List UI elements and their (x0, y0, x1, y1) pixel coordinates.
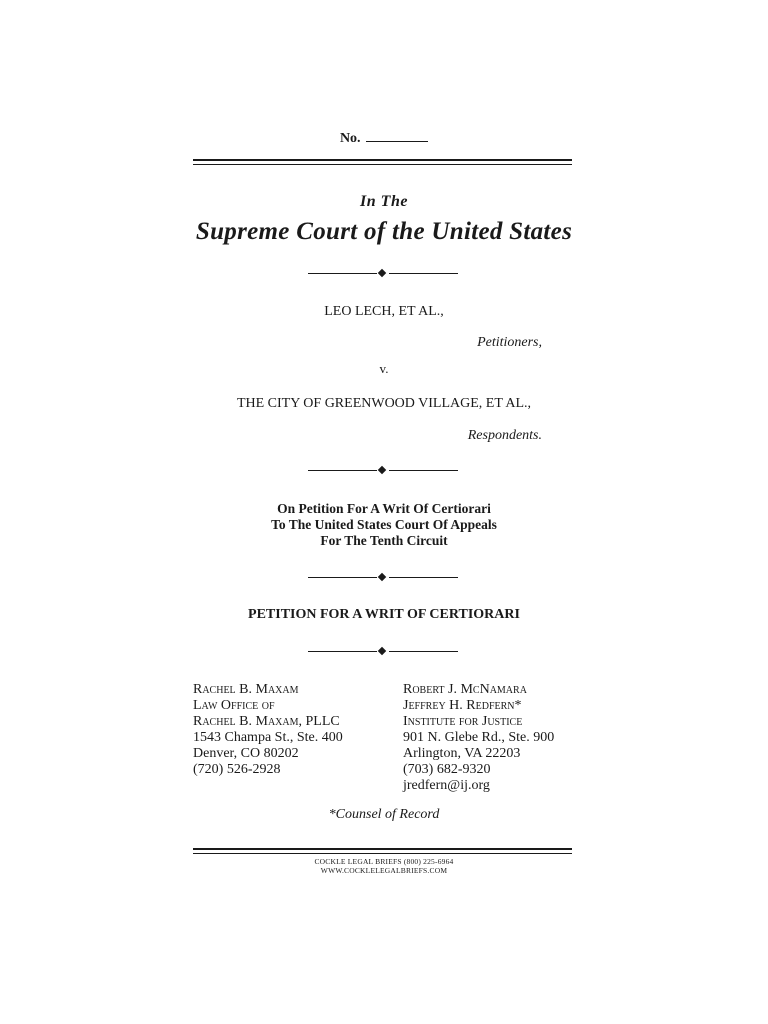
docket-blank-line (366, 129, 428, 142)
bottom-double-rule (193, 848, 572, 854)
respondent-name: THE CITY OF GREENWOOD VILLAGE, ET AL., (236, 396, 532, 411)
versus-label: v. (379, 361, 389, 376)
diamond-icon (378, 573, 386, 581)
counsel-of-record-note: *Counsel of Record (328, 807, 440, 822)
printer-footer-line-1: COCKLE LEGAL BRIEFS (800) 225-6964 (314, 857, 454, 866)
counsel-right-email: jredfern@ij.org (403, 778, 490, 793)
diamond-icon (378, 269, 386, 277)
petition-on-block (0, 501, 768, 549)
in-the-heading: In The (360, 193, 408, 210)
counsel-right-city: Arlington, VA 22203 (403, 746, 521, 761)
document-title: PETITION FOR A WRIT OF CERTIORARI (248, 607, 520, 622)
counsel-left-firm: Law Office of (193, 698, 275, 713)
ornamental-divider (308, 647, 458, 657)
docket-number (0, 129, 768, 147)
counsel-left-phone: (720) 526-2928 (193, 762, 281, 777)
counsel-left-column (193, 682, 393, 778)
counsel-left-street: 1543 Champa St., Ste. 400 (193, 730, 343, 745)
counsel-right-org: Institute for Justice (403, 714, 523, 729)
ornamental-divider (308, 466, 458, 476)
diamond-icon (378, 647, 386, 655)
court-name: Supreme Court of the United States (195, 218, 573, 245)
docket-label: No. (339, 131, 361, 146)
counsel-left-firm-name: Rachel B. Maxam, PLLC (193, 714, 340, 729)
counsel-right-name-1: Robert J. McNamara (403, 682, 527, 697)
printer-footer (0, 857, 768, 875)
counsel-right-phone: (703) 682-9320 (403, 762, 491, 777)
diamond-icon (378, 466, 386, 474)
petitioner-role: Petitioners, (477, 335, 542, 350)
counsel-left-city: Denver, CO 80202 (193, 746, 299, 761)
counsel-right-name-2: Jeffrey H. Redfern* (403, 698, 522, 713)
ornamental-divider (308, 573, 458, 583)
respondent-role: Respondents. (467, 428, 542, 443)
petition-on-line-1: On Petition For A Writ Of Certiorari (277, 501, 491, 516)
top-double-rule (193, 159, 572, 165)
petitioner-name: LEO LECH, ET AL., (324, 304, 444, 319)
counsel-right-street: 901 N. Glebe Rd., Ste. 900 (403, 730, 555, 745)
counsel-left-name: Rachel B. Maxam (193, 682, 299, 697)
printer-footer-line-2: WWW.COCKLELEGALBRIEFS.COM (320, 866, 448, 875)
petition-on-line-3: For The Tenth Circuit (320, 533, 448, 548)
counsel-right-column (403, 682, 583, 794)
ornamental-divider (308, 269, 458, 279)
petition-on-line-2: To The United States Court Of Appeals (271, 517, 497, 532)
